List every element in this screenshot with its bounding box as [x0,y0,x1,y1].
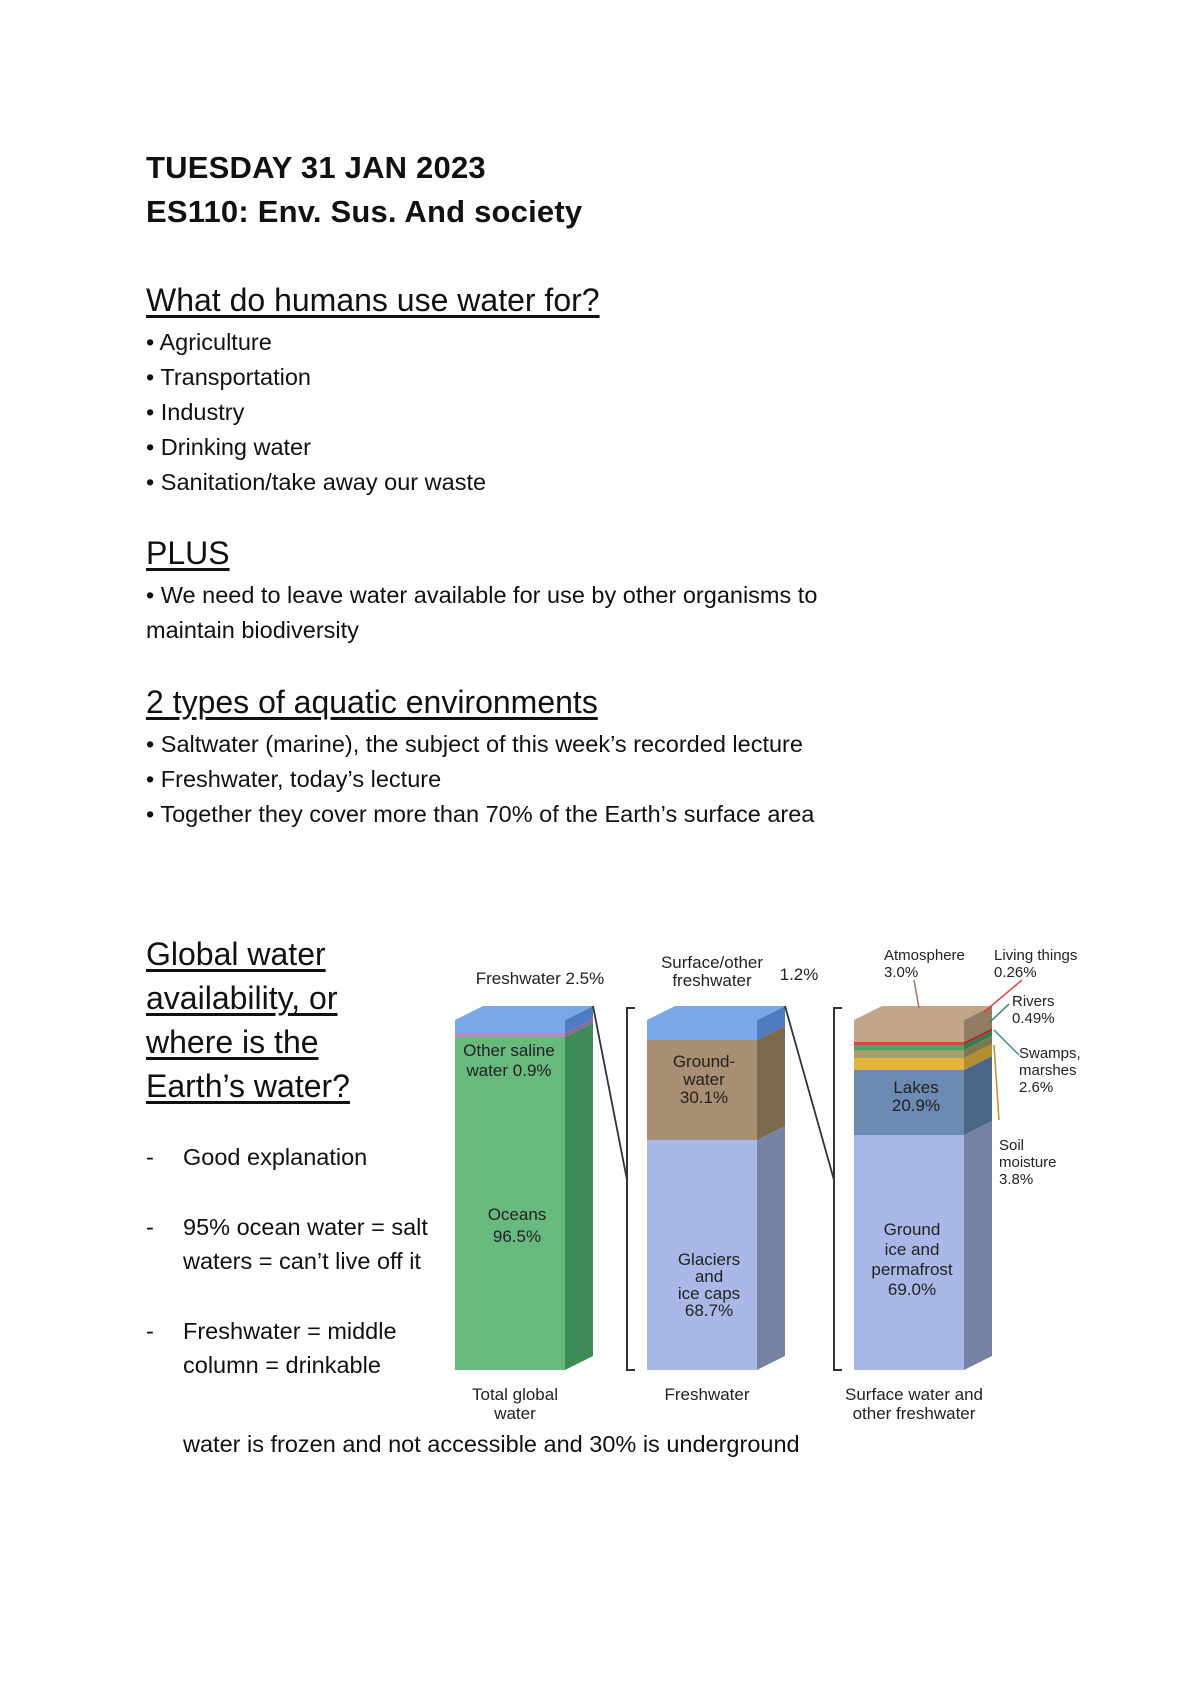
callout-line [994,1045,999,1120]
note-item: - Freshwater = middle column = drinkable [146,1314,428,1383]
plus-paragraph [146,578,906,648]
list-item: • Industry [146,395,486,430]
callout-label: Atmosphere 3.0% [884,947,965,981]
aquatic-list [146,727,814,832]
plus-text: • We need to leave water available for use by other organisms to maintain biodiversity [146,582,817,643]
bar-segment-side [964,1121,992,1370]
callout-label: Rivers 0.49% [1012,993,1055,1027]
plus-heading: PLUS [146,535,230,571]
callout-label: Living things 0.26% [994,947,1078,981]
callout-line [914,980,919,1008]
bar-segment [854,1020,964,1042]
connector-line [785,1006,834,1180]
data-label: Freshwater 2.5% [475,969,605,988]
data-label: Oceans 96.5% [487,1205,547,1246]
callout-line [994,1030,1019,1055]
column-label: Freshwater [664,1385,750,1404]
global-water-heading [146,932,406,1108]
connector-line [593,1006,627,1180]
bar-segment [455,1020,565,1033]
data-label: Ground ice and permafrost 69.0% [871,1220,953,1299]
heading-line: availability, or [146,980,338,1016]
list-item: • Transportation [146,360,486,395]
list-item: • Freshwater, today’s lecture [146,762,814,797]
column-label: Total global water [471,1385,559,1423]
bar-segment [854,1045,964,1050]
callout-label: Soil moisture 3.8% [999,1137,1057,1188]
note-continuation: water is frozen and not accessible and 30% is underground [183,1431,800,1457]
heading-line: Earth’s water? [146,1068,350,1104]
uses-list [146,325,486,500]
data-label: Ground-water 30.1% [672,1052,736,1107]
bar-segment-side [757,1126,785,1370]
note-item: - 95% ocean water = salt waters = can’t live off it [146,1210,428,1279]
bar-segment [455,1037,565,1370]
bar-segment [854,1050,964,1058]
list-item: • Sanitation/take away our waste [146,465,486,500]
list-item: • Drinking water [146,430,486,465]
column-label: Surface water and other freshwater [845,1385,983,1423]
list-item: • Saltwater (marine), the subject of this week’s recorded lecture [146,727,814,762]
bracket [834,1008,842,1370]
data-label: Surface/other freshwater [660,953,764,990]
heading-line: Global water [146,936,326,972]
aquatic-heading: 2 types of aquatic environments [146,684,598,720]
water-distribution-chart [440,940,1120,1423]
note-item: - Good explanation [146,1140,428,1175]
bracket [627,1008,635,1370]
course-title: ES110: Env. Sus. And society [146,194,583,229]
bar-segment-side [757,1026,785,1140]
heading-line: where is the [146,1024,319,1060]
data-label: Glaciers and ice caps 68.7% [677,1250,741,1320]
lecture-date: TUESDAY 31 JAN 2023 [146,150,486,185]
list-item: • Agriculture [146,325,486,360]
bar-segment [455,1033,565,1037]
callout-label: Swamps, marshes 2.6% [1019,1045,1081,1096]
data-label: 1.2% [779,965,819,984]
bar-segment-side [565,1023,593,1370]
notes-list [146,1140,428,1383]
data-label: Lakes 20.9% [891,1078,941,1115]
uses-heading: What do humans use water for? [146,282,600,318]
bar-segment [854,1042,964,1045]
bar-segment [647,1020,757,1040]
list-item: • Together they cover more than 70% of the Earth’s surface area [146,797,814,832]
data-label: Other saline water 0.9% [463,1041,555,1080]
bar-segment [854,1058,964,1070]
